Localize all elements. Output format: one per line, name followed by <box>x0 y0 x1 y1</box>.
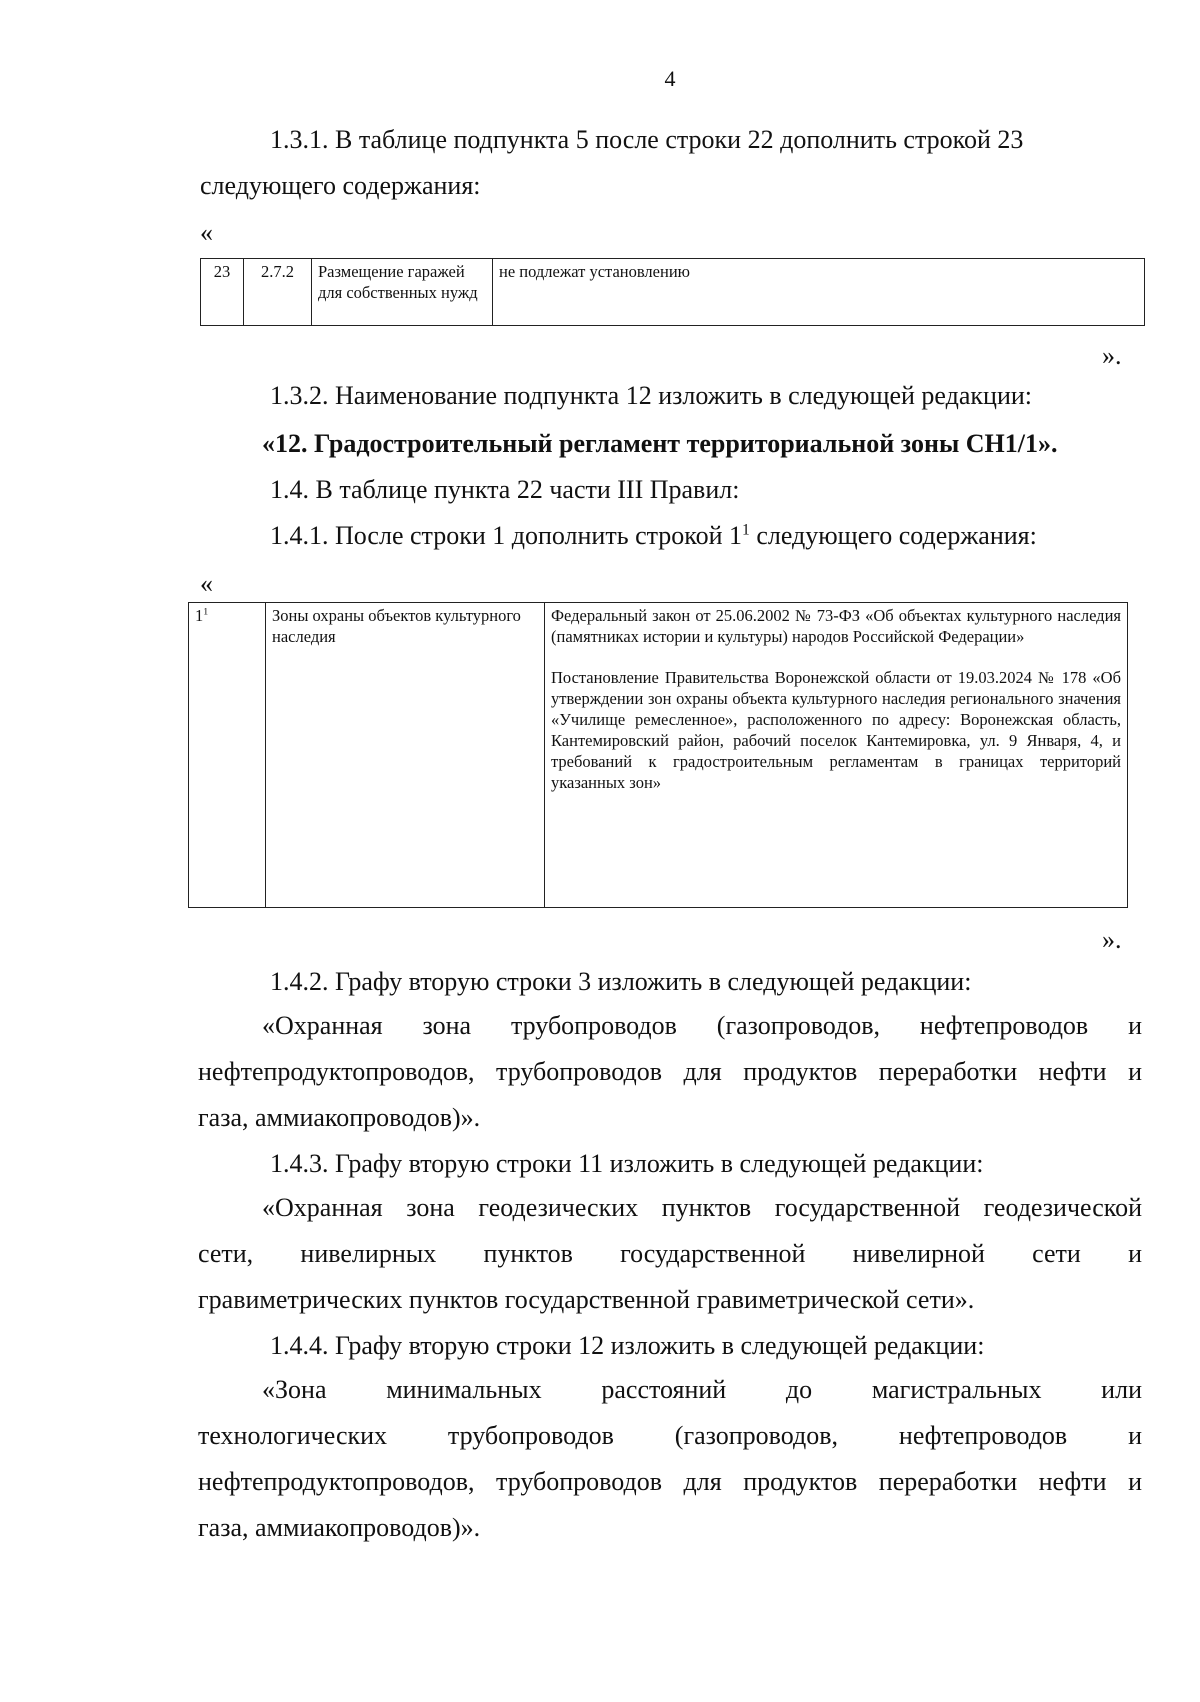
page-number: 4 <box>664 66 676 91</box>
close-quote: ». <box>1102 341 1122 370</box>
superscript: 1 <box>742 521 750 539</box>
paragraph-1-4-1: 1.4.1. После строки 1 дополнить строкой $1^1$ следующего содержания: <box>270 521 1037 550</box>
quote-line: сети, нивелирных пунктов государственной нивелирной сети и <box>198 1239 1142 1268</box>
quote-line: «Зона минимальных расстояний до магистральных или <box>262 1375 1142 1404</box>
row-name: Размещение гаражей для собственных нужд <box>312 259 493 326</box>
row-documents <box>545 603 1128 908</box>
open-quote: « <box>200 218 213 247</box>
open-quote: « <box>200 569 213 598</box>
subsection-title: «12. Градостроительный регламент территориальной зоны СН1/1». <box>262 429 1058 458</box>
document-resolution: Постановление Правительства Воронежской области от 19.03.2024 № 178 «Об утверждении зон охраны объекта культурного наследия регионального значения «Училище ремесленное», расположенного по адресу: Воронежская область, Кантемировский район, рабочий поселок Кантемировка, ул. 9 Января, 4, и требований к градостроительным регламентам в границах территорий указанных зон» <box>551 668 1121 792</box>
row-code: 2.7.2 <box>244 259 312 326</box>
row-number: $1^1$ <box>189 603 266 908</box>
quote-line: гравиметрических пунктов государственной гравиметрической сети». <box>198 1285 975 1314</box>
close-quote: ». <box>1102 925 1122 954</box>
document-federal-law: Федеральный закон от 25.06.2002 № 73-ФЗ «Об объектах культурного наследия (памятниках истории и культуры) народов Российской Федерации» <box>551 606 1121 646</box>
quote-line: нефтепродуктопроводов, трубопроводов для продуктов переработки нефти и <box>198 1467 1142 1496</box>
paragraph-1-3-1-cont: следующего содержания: <box>200 171 481 200</box>
quote-line: газа, аммиакопроводов)». <box>198 1513 481 1542</box>
table-row-1-1 <box>188 602 1128 908</box>
row-number: 23 <box>201 259 244 326</box>
quote-line: газа, аммиакопроводов)». <box>198 1103 481 1132</box>
quote-line: нефтепродуктопроводов, трубопроводов для продуктов переработки нефти и <box>198 1057 1142 1086</box>
quote-line: «Охранная зона трубопроводов (газопроводов, нефтепроводов и <box>262 1011 1142 1040</box>
quote-line: технологических трубопроводов (газопроводов, нефтепроводов и <box>198 1421 1142 1450</box>
paragraph-1-4-4: 1.4.4. Графу вторую строки 12 изложить в следующей редакции: <box>270 1331 985 1360</box>
row-name: Зоны охраны объектов культурного наследия <box>266 603 545 908</box>
table-row-23 <box>200 258 1145 326</box>
paragraph-1-4-2: 1.4.2. Графу вторую строки 3 изложить в следующей редакции: <box>270 967 972 996</box>
paragraph-1-4: 1.4. В таблице пункта 22 части III Правил: <box>270 475 740 504</box>
paragraph-1-3-1: 1.3.1. В таблице подпункта 5 после строки 22 дополнить строкой 23 <box>270 125 1024 154</box>
paragraph-1-3-2: 1.3.2. Наименование подпункта 12 изложить в следующей редакции: <box>270 381 1032 410</box>
paragraph-1-4-3: 1.4.3. Графу вторую строки 11 изложить в следующей редакции: <box>270 1149 984 1178</box>
quote-line: «Охранная зона геодезических пунктов государственной геодезической <box>262 1193 1142 1222</box>
row-value: не подлежат установлению <box>493 259 1145 326</box>
